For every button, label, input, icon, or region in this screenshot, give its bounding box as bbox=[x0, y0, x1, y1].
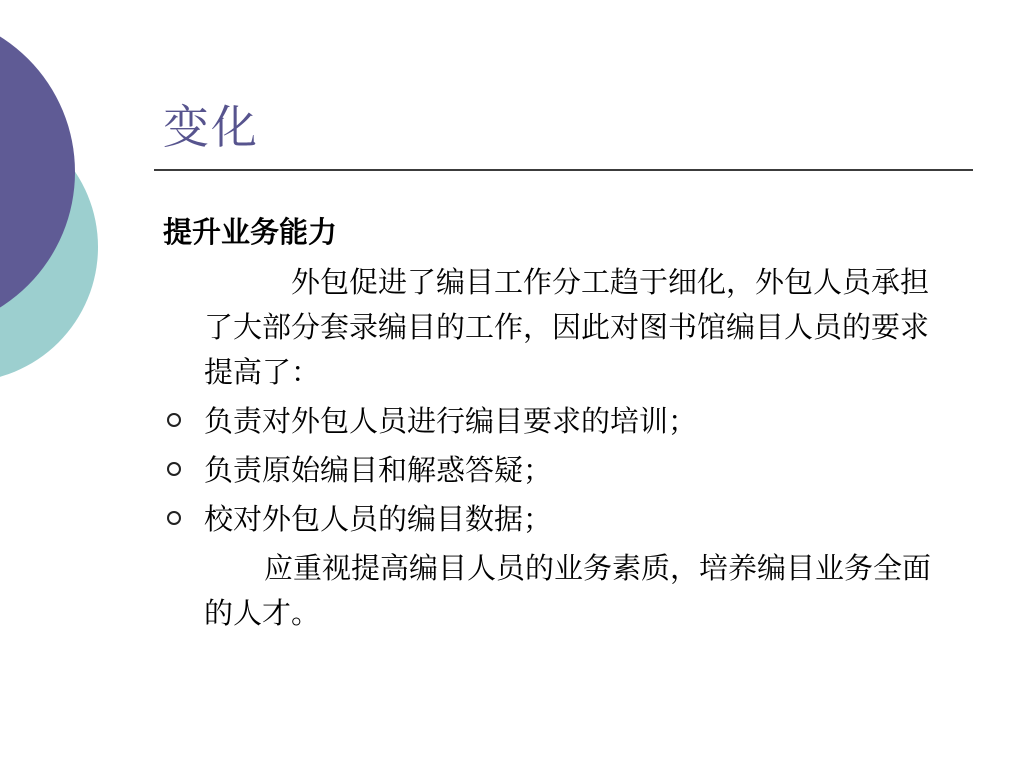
bullet-text: 负责原始编目和解惑答疑； bbox=[204, 453, 553, 487]
bullet-text: 负责对外包人员进行编目要求的培训； bbox=[204, 404, 698, 438]
bullet-item bbox=[163, 497, 963, 542]
bullet-item bbox=[163, 448, 963, 493]
hollow-circle-bullet-icon bbox=[167, 511, 181, 525]
hollow-circle-bullet-icon bbox=[167, 462, 181, 476]
bullet-item bbox=[163, 399, 963, 444]
title-divider bbox=[154, 169, 973, 171]
slide-title: 变化 bbox=[163, 100, 259, 154]
bullet-text: 校对外包人员的编目数据； bbox=[204, 502, 553, 536]
intro-paragraph: 外包促进了编目工作分工趋于细化，外包人员承担了大部分套录编目的工作，因此对图书馆编目人员的要求提高了： bbox=[204, 265, 930, 389]
closing-paragraph: 应重视提高编目人员的业务素质，培养编目业务全面的人才。 bbox=[204, 551, 932, 630]
section-heading: 提升业务能力 bbox=[163, 215, 338, 249]
hollow-circle-bullet-icon bbox=[167, 413, 181, 427]
slide-content bbox=[163, 210, 963, 636]
